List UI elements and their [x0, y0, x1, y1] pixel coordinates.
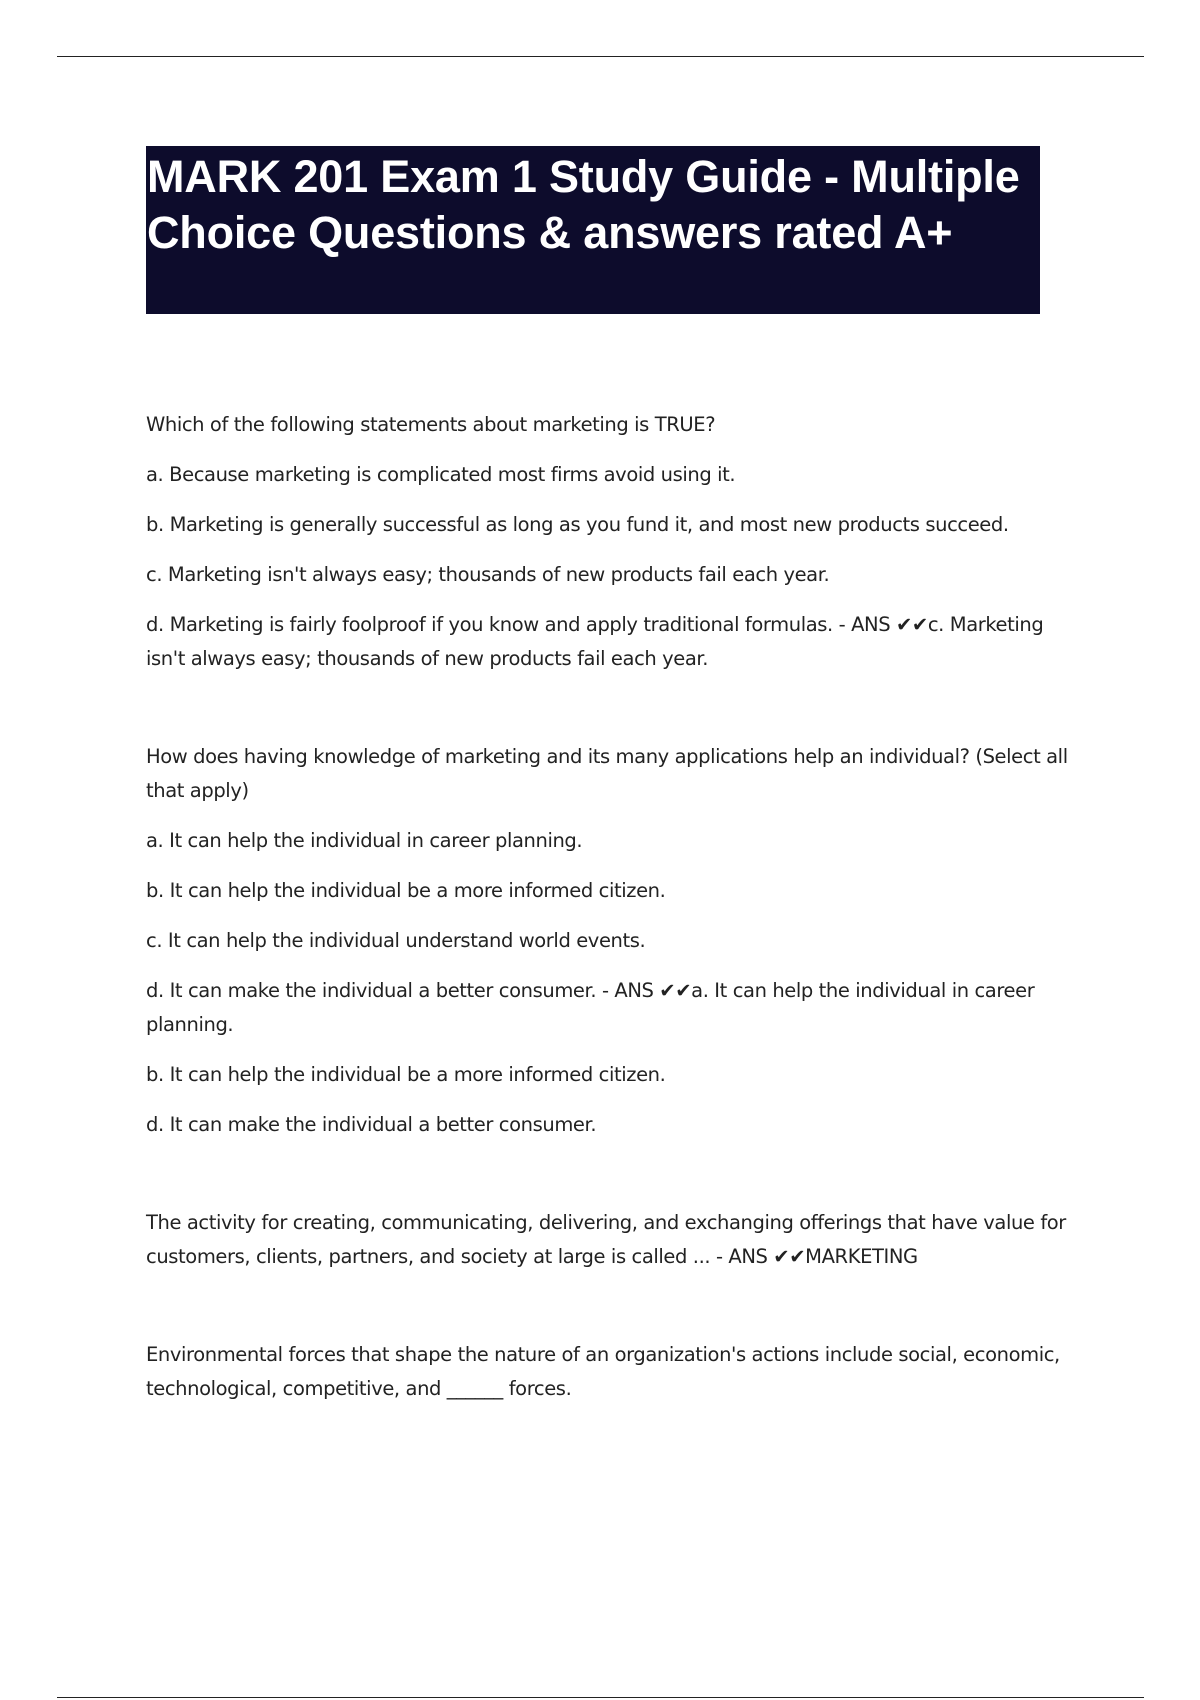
option-line: b. Marketing is generally successful as long as you fund it, and most new products succeed. [146, 513, 1009, 536]
option-line: c. It can help the individual understand world events. [146, 929, 646, 952]
question-block-3 [146, 1206, 1086, 1274]
answer-line: b. It can help the individual be a more informed citizen. [146, 1063, 666, 1086]
option-line: b. It can help the individual be a more informed citizen. [146, 879, 666, 902]
question-text: Environmental forces that shape the nature of an organization's actions include social, economic, technological, competitive, and ______ forces. [146, 1343, 1060, 1400]
option-with-answer: d. It can make the individual a better consumer. - ANS ✔✔a. It can help the individual in career planning. [146, 979, 1035, 1036]
answer-line: d. It can make the individual a better consumer. [146, 1113, 597, 1136]
top-divider [57, 56, 1144, 57]
question-text: Which of the following statements about marketing is TRUE? [146, 413, 716, 436]
option-with-answer: d. Marketing is fairly foolproof if you know and apply traditional formulas. - ANS ✔✔c. Marketing isn't always easy; thousands of new products fail each year. [146, 613, 1044, 670]
question-text: How does having knowledge of marketing and its many applications help an individual? (Select all that apply) [146, 745, 1068, 802]
question-block-2 [146, 740, 1086, 1142]
question-block-4 [146, 1338, 1086, 1406]
option-line: a. Because marketing is complicated most firms avoid using it. [146, 463, 736, 486]
document-body [146, 408, 1086, 1422]
bottom-divider [57, 1697, 1144, 1698]
option-line: a. It can help the individual in career planning. [146, 829, 583, 852]
question-with-answer: The activity for creating, communicating, delivering, and exchanging offerings that have value for customers, clients, partners, and society at large is called ... - ANS ✔✔MARKETING [146, 1211, 1066, 1268]
option-line: c. Marketing isn't always easy; thousands of new products fail each year. [146, 563, 830, 586]
question-block-1 [146, 408, 1086, 676]
document-title: MARK 201 Exam 1 Study Guide - Multiple Choice Questions & answers rated A+ [147, 151, 1020, 258]
title-banner [146, 146, 1040, 314]
